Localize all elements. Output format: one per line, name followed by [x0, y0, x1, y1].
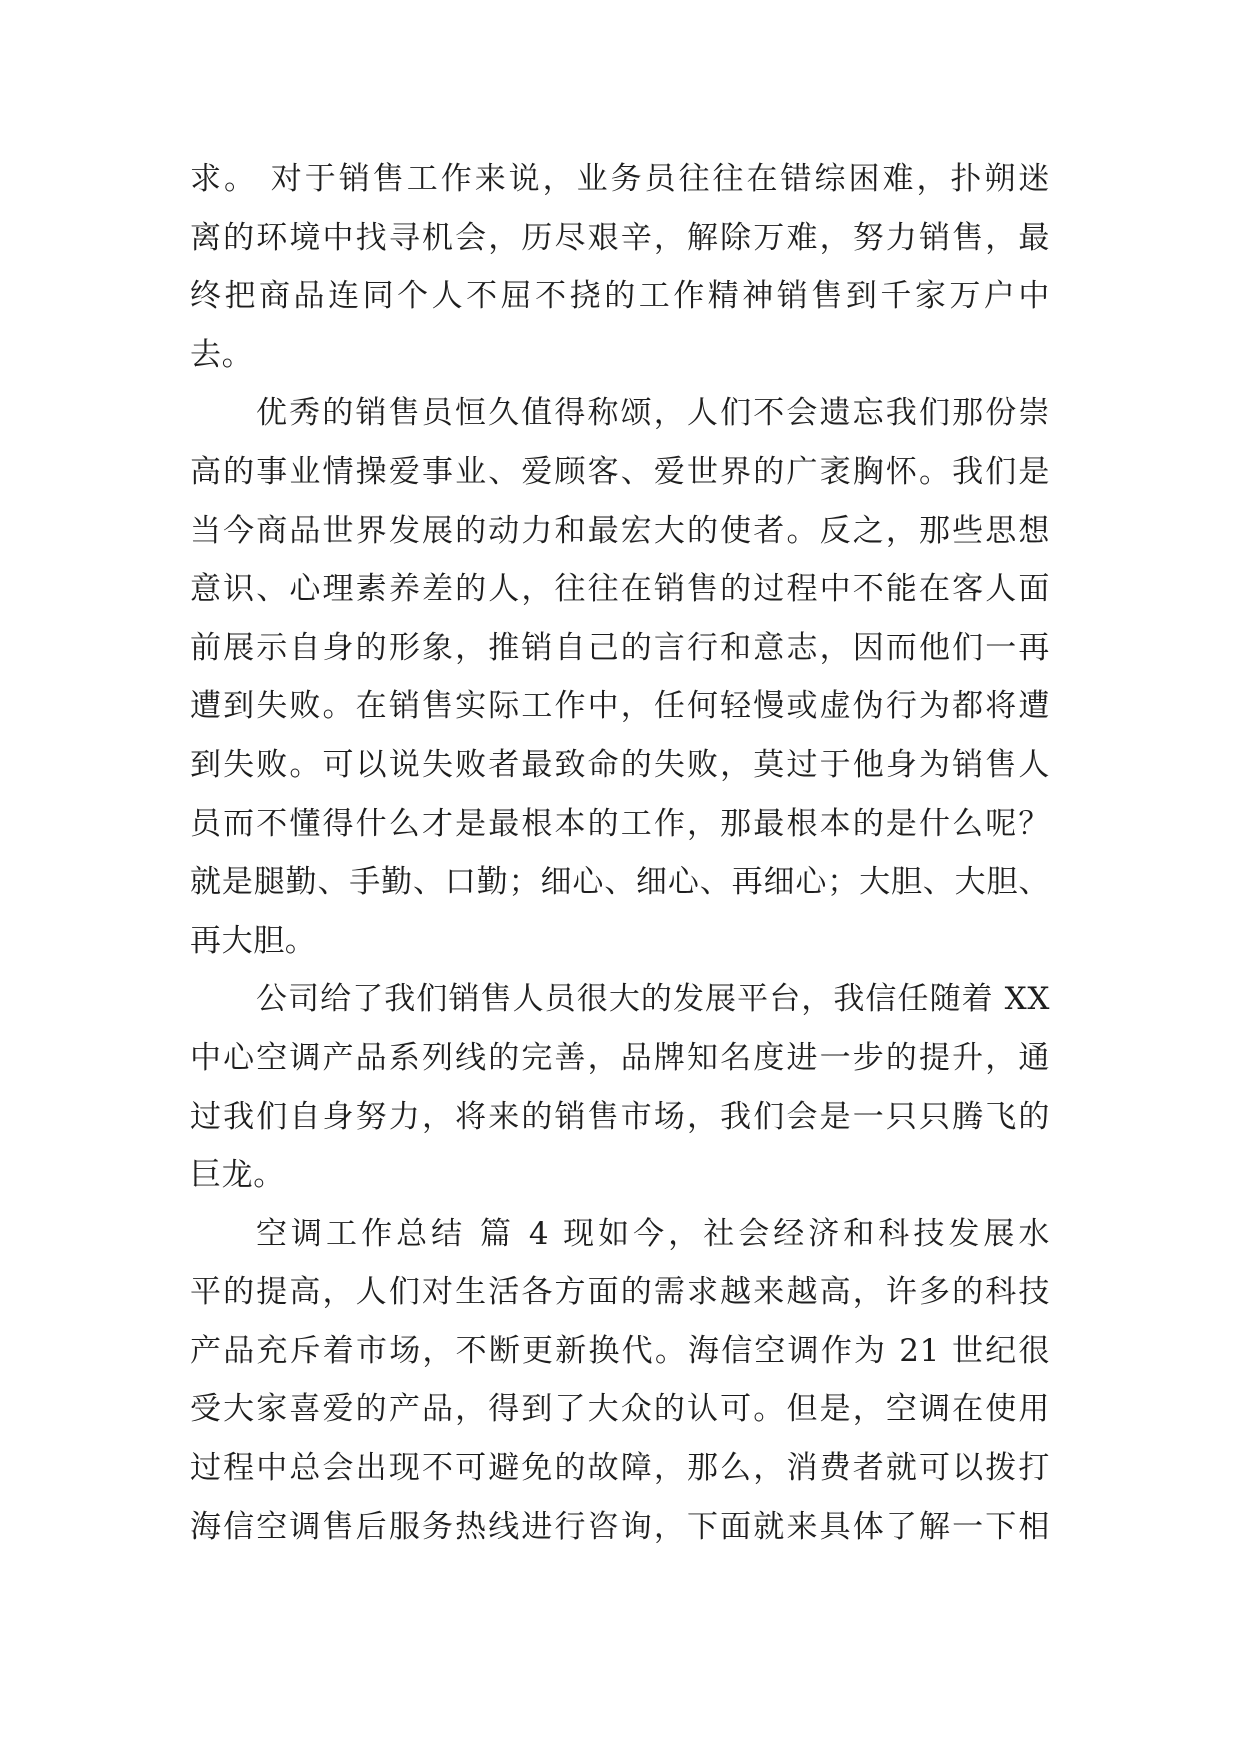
text-line: 受大家喜爱的产品，得到了大众的认可。但是，空调在使用 — [190, 1391, 1050, 1428]
text-line: 平的提高，人们对生活各方面的需求越来越高，许多的科技 — [190, 1274, 1050, 1311]
text-line: 过程中总会出现不可避免的故障，那么，消费者就可以拨打 — [190, 1450, 1050, 1487]
text-line: 产品充斥着市场，不断更新换代。海信空调作为 21 世纪很 — [190, 1332, 1050, 1369]
text-line: 员而不懂得什么才是最根本的工作，那最根本的是什么呢？ — [190, 805, 1050, 842]
text-line: 优秀的销售员恒久值得称颂，人们不会遗忘我们那份崇 — [256, 395, 1050, 432]
text-line: 空调工作总结 篇 4 现如今，社会经济和科技发展水 — [256, 1215, 1050, 1252]
text-line: 过我们自身努力，将来的销售市场，我们会是一只只腾飞的 — [190, 1098, 1050, 1135]
text-line: 意识、心理素养差的人，往往在销售的过程中不能在客人面 — [190, 571, 1050, 608]
text-line: 中心空调产品系列线的完善，品牌知名度进一步的提升，通 — [190, 1039, 1050, 1076]
text-line: 当今商品世界发展的动力和最宏大的使者。反之，那些思想 — [190, 512, 1050, 549]
text-line: 终把商品连同个人不屈不挠的工作精神销售到千家万户中 — [190, 278, 1050, 315]
text-line: 再大胆。 — [190, 922, 317, 959]
text-line: 去。 — [190, 336, 254, 373]
text-line: 就是腿勤、手勤、口勤；细心、细心、再细心；大胆、大胆、 — [190, 864, 1050, 901]
body-text — [190, 150, 1050, 1556]
text-line: 前展示自身的形象，推销自己的言行和意志，因而他们一再 — [190, 629, 1050, 666]
text-line: 求。 对于销售工作来说，业务员往往在错综困难，扑朔迷 — [190, 161, 1050, 197]
text-line: 到失败。可以说失败者最致命的失败，莫过于他身为销售人 — [190, 746, 1050, 783]
text-line: 离的环境中找寻机会，历尽艰辛，解除万难，努力销售，最 — [190, 219, 1050, 256]
text-line: 海信空调售后服务热线进行咨询，下面就来具体了解一下相 — [190, 1508, 1050, 1545]
text-line: 巨龙。 — [190, 1157, 285, 1194]
text-line: 遭到失败。在销售实际工作中，任何轻慢或虚伪行为都将遭 — [190, 688, 1050, 725]
text-line: 公司给了我们销售人员很大的发展平台，我信任随着 XX — [256, 981, 1050, 1018]
text-line: 高的事业情操爱事业、爱顾客、爱世界的广袤胸怀。我们是 — [190, 453, 1050, 490]
